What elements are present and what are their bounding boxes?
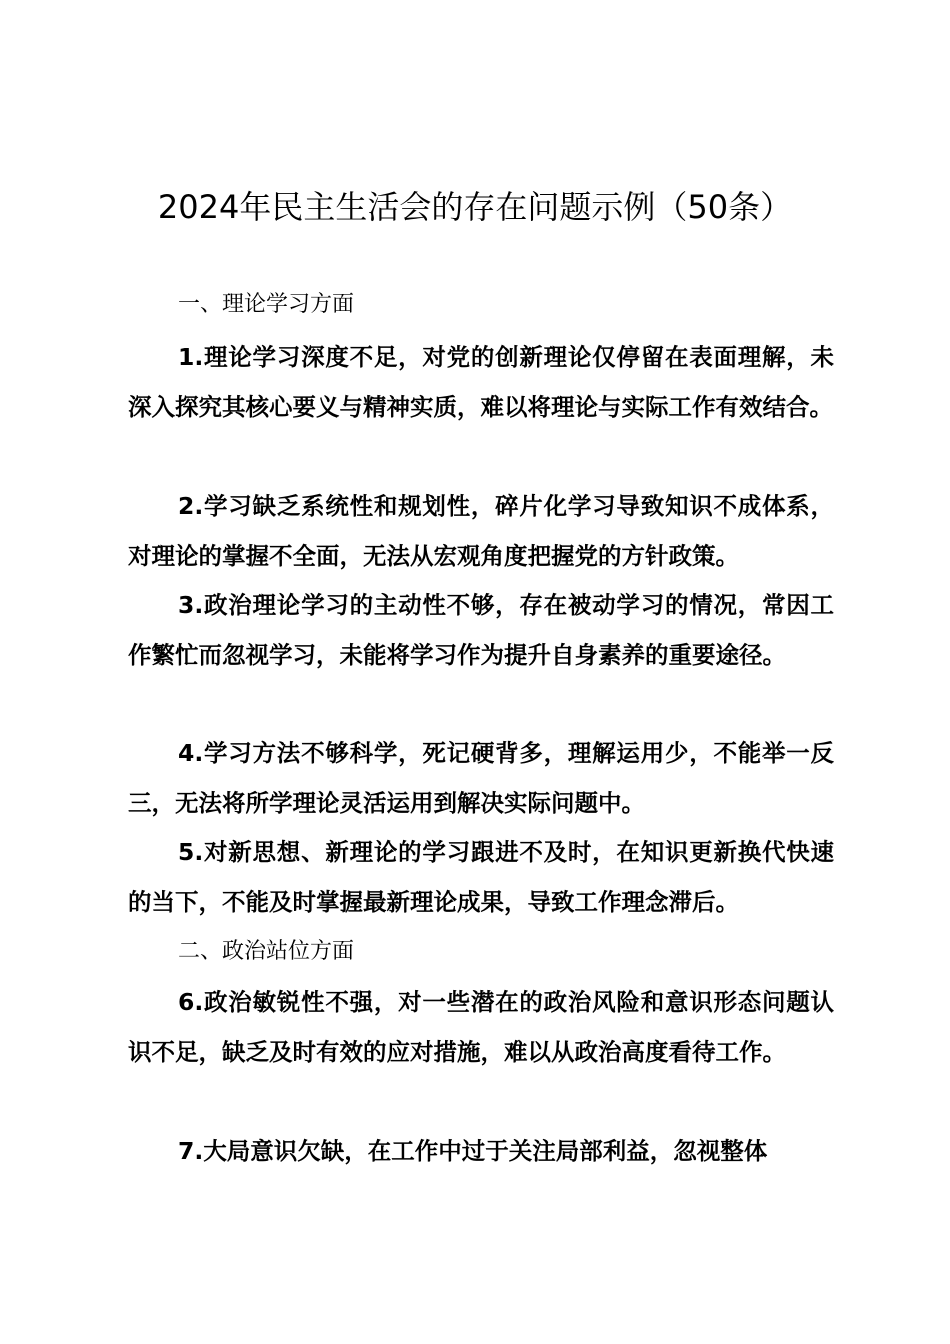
- list-item-2: 2.学习缺乏系统性和规划性，碎片化学习导致知识不成体系，对理论的掌握不全面，无法从宏观角度把握党的方针政策。: [128, 492, 834, 570]
- list-item-4: 4.学习方法不够科学，死记硬背多，理解运用少，不能举一反三，无法将所学理论灵活运用到解决实际问题中。: [128, 739, 834, 817]
- list-item-3: 3.政治理论学习的主动性不够，存在被动学习的情况，常因工作繁忙而忽视学习，未能将学习作为提升自身素养的重要途径。: [128, 591, 834, 669]
- list-item-6: 6.政治敏锐性不强，对一些潜在的政治风险和意识形态问题认识不足，缺乏及时有效的应对措施，难以从政治高度看待工作。: [128, 988, 834, 1066]
- document-title: 2024年民主生活会的存在问题示例（50条）: [157, 188, 793, 226]
- section-heading-politics: 二、政治站位方面: [178, 939, 355, 964]
- list-item-7: 7.大局意识欠缺，在工作中过于关注局部利益，忽视整体: [178, 1137, 768, 1165]
- section-heading-theory: 一、理论学习方面: [178, 292, 355, 317]
- list-item-5: 5.对新思想、新理论的学习跟进不及时，在知识更新换代快速的当下，不能及时掌握最新理论成果，导致工作理念滞后。: [128, 838, 834, 916]
- list-item-1: 1.理论学习深度不足，对党的创新理论仅停留在表面理解，未深入探究其核心要义与精神实质，难以将理论与实际工作有效结合。: [128, 343, 834, 421]
